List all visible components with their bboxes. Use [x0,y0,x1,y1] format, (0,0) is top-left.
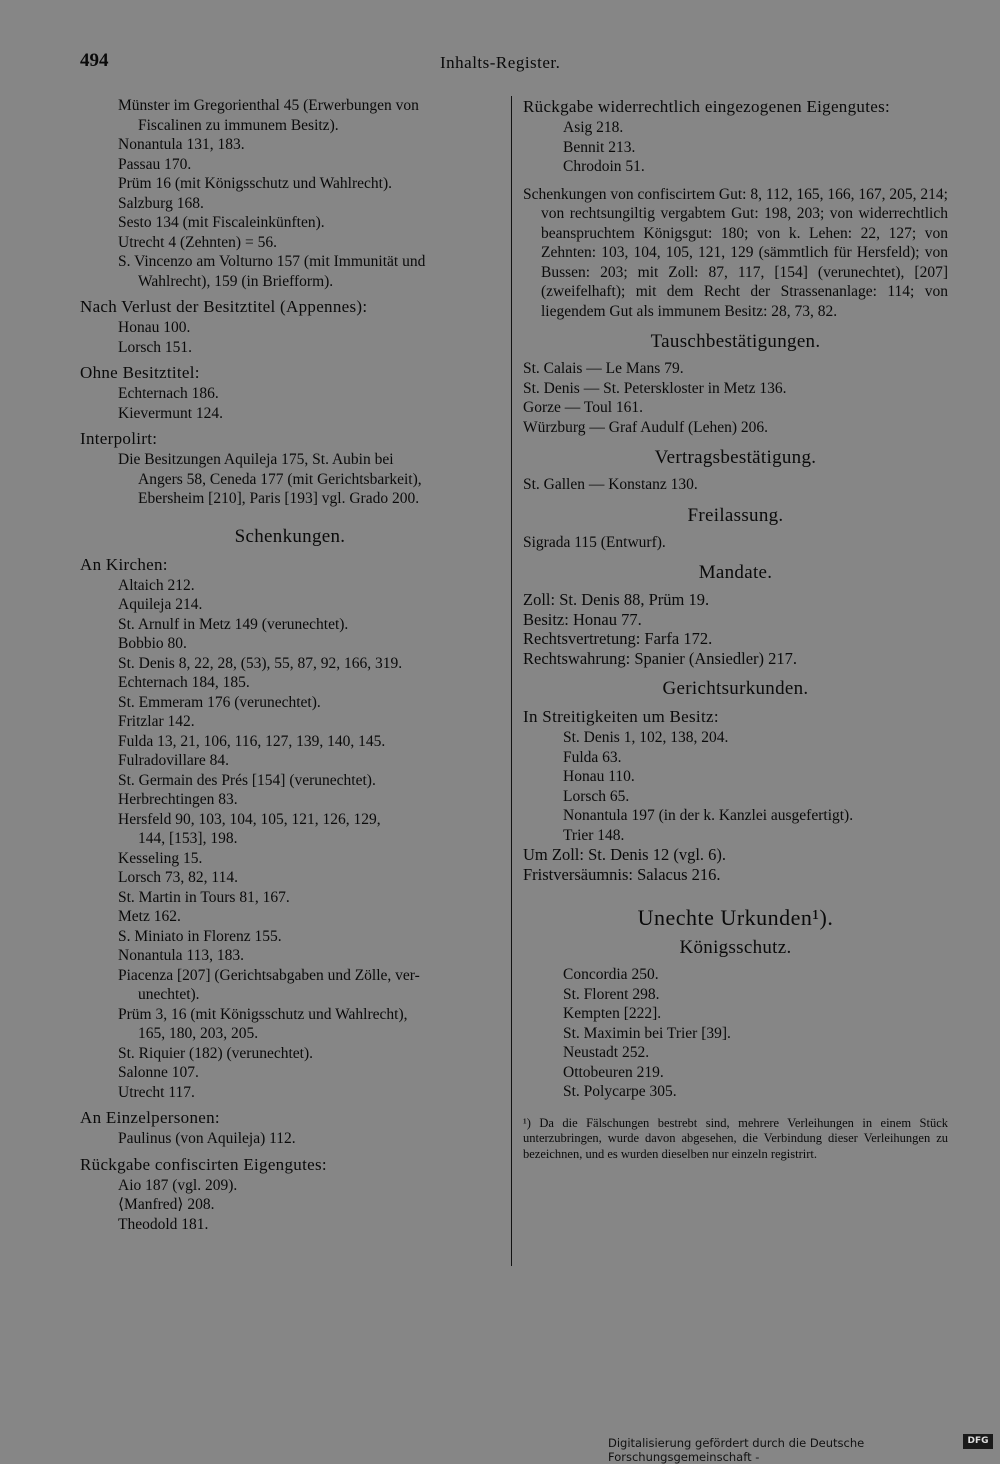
list-item: 144, [153], 198. [138,830,238,847]
list-item: Kesseling 15. [118,849,203,867]
list-item: Concordia 250. [563,966,659,983]
list-item: Fulda 63. [563,748,622,766]
list-item: Ebersheim [210], Paris [193] vgl. Grado 200. [138,490,420,507]
list-item: Salzburg 168. [118,194,204,212]
category-heading: Nach Verlust der Besitztitel (Appennes): [80,297,368,316]
list-item: Um Zoll: St. Denis 12 (vgl. 6). [523,845,727,864]
list-item: Piacenza [207] (Gerichtsabgaben und Zölle, ver- [118,966,420,984]
list-item: Wahlrecht), 159 (in Briefform). [138,272,334,290]
list-item: Honau 110. [563,768,635,785]
list-item: Rechtsvertretung: Farfa 172. [523,629,713,648]
list-item: Chrodoin 51. [563,158,645,175]
list-item: Theodold 181. [118,1215,209,1233]
list-item: Echternach 186. [118,385,219,402]
list-item: Honau 100. [118,319,191,336]
list-item: Bennit 213. [563,138,636,156]
list-item: Lorsch 65. [563,787,630,805]
list-item: Aquileja 214. [118,596,203,613]
list-item: Zoll: St. Denis 88, Prüm 19. [523,590,710,609]
major-section-title: Unechte Urkunden¹). [637,905,834,930]
footnote: ¹) Da die Fälschungen bestrebt sind, mehrere Verleihungen in einem Stück unterzubringen, wurde davon abgesehen, die Verbindung dieser Verleihungen zu bezeichnen, und es wurden dieselben nur einzeln registrirt. [523,1115,948,1161]
section-title: Tauschbestätigungen. [650,331,821,352]
list-item: Fiscalinen zu immunem Besitz). [138,116,339,134]
page-number: 494 [80,50,109,71]
category-heading: Rückgabe widerrechtlich eingezogenen Eigengutes: [523,97,891,116]
list-item: St. Riquier (182) (verunechtet). [118,1044,313,1062]
list-item: Utrecht 4 (Zehnten) = 56. [118,233,277,251]
schenkungen-paragraph: Schenkungen von confiscirtem Gut: 8, 112, 165, 166, 167, 205, 214; von rechtsungiltig vergabtem Gut: 198, 203; von widerrechtlich beanspruchtem Königsgut: 180; von k. Lehen: 22, 127; von Zehnten: 103, 104, 105, 121, 129 (sämmtlich für Hersfeld); von Bussen: 203; mit Zoll: 87, 117, [154] (verunechtet), [207] (zweifelhaft); mit dem Recht der Strassenanlage: 114; von liegendem Gut als immunem Besitz: 28, 73, 82. [523,185,948,320]
list-item: Passau 170. [118,155,192,173]
list-item: ⟨Manfred⟩ 208. [118,1196,215,1213]
category-heading: Ohne Besitztitel: [80,363,200,382]
list-item: Angers 58, Ceneda 177 (mit Gerichtsbarkeit), [138,470,422,488]
list-item: Kievermunt 124. [118,404,224,422]
list-item: Ottobeuren 219. [563,1063,664,1081]
list-item: Kempten [222]. [563,1005,662,1022]
entry-list-top [80,96,500,291]
category-heading: An Einzelpersonen: [80,1108,220,1127]
list-item: Fristversäumnis: Salacus 216. [523,864,721,884]
category-heading: Interpolirt: [80,429,158,448]
list-item: Sigrada 115 (Entwurf). [523,533,666,551]
list-item: St. Denis — St. Peterskloster in Metz 136. [523,379,787,397]
list-item: Trier 148. [563,826,625,844]
list-item: Die Besitzungen Aquileja 175, St. Aubin bei [118,451,394,468]
category-heading: An Kirchen: [80,554,168,574]
list-item: St. Calais — Le Mans 79. [523,360,684,377]
digitization-credit: Digitalisierung gefördert durch die Deutsche Forschungsgemeinschaft - [608,1436,865,1464]
list-item: Fulda 13, 21, 106, 116, 127, 139, 140, 145. [118,732,386,750]
list-item: Neustadt 252. [563,1044,650,1061]
kirchen-list [80,576,500,1103]
right-column [523,96,948,1162]
list-item: Metz 162. [118,908,181,925]
list-item: Echternach 184, 185. [118,674,250,691]
list-item: St. Denis 1, 102, 138, 204. [563,729,729,746]
section-title: Mandate. [698,562,773,583]
list-item: Rechtswahrung: Spanier (Ansiedler) 217. [523,648,798,668]
section-title: Vertragsbestätigung. [654,447,817,468]
list-item: Sesto 134 (mit Fiscaleinkünften). [118,214,325,231]
list-item: S. Miniato in Florenz 155. [118,927,282,945]
list-item: Prüm 16 (mit Königsschutz und Wahlrecht). [118,175,392,192]
list-item: Prüm 3, 16 (mit Königsschutz und Wahlrecht), [118,1005,408,1023]
list-item: Salonne 107. [118,1064,199,1081]
list-item: Nonantula 131, 183. [118,136,245,153]
list-item: Aio 187 (vgl. 209). [118,1176,238,1194]
list-item: Nonantula 197 (in der k. Kanzlei ausgefertigt). [563,807,854,824]
list-item: St. Polycarpe 305. [563,1083,677,1100]
list-item: S. Vincenzo am Volturno 157 (mit Immunität und [118,253,426,270]
category-heading: Rückgabe confiscirten Eigengutes: [80,1154,327,1174]
list-item: Nonantula 113, 183. [118,947,244,964]
list-item: Münster im Gregorienthal 45 (Erwerbungen von [118,97,419,114]
list-item: Würzburg — Graf Audulf (Lehen) 206. [523,418,769,436]
list-item: Asig 218. [563,119,624,136]
dfg-logo: DFG [963,1434,993,1449]
list-item: Utrecht 117. [118,1083,195,1101]
section-title: Freilassung. [687,504,784,526]
list-item: Paulinus (von Aquileja) 112. [118,1130,296,1147]
running-title: Inhalts-Register. [440,53,561,72]
list-item: St. Maximin bei Trier [39]. [563,1024,731,1042]
list-item: St. Emmeram 176 (verunechtet). [118,693,321,711]
list-item: St. Florent 298. [563,985,660,1003]
list-item: Fritzlar 142. [118,713,195,730]
section-title: Schenkungen. [234,525,346,547]
list-item: Bobbio 80. [118,635,187,652]
list-item: St. Germain des Prés [154] (verunechtet). [118,771,376,789]
left-column [80,96,500,1234]
list-item: St. Arnulf in Metz 149 (verunechtet). [118,615,349,633]
section-title: Königsschutz. [679,937,792,958]
list-item: Gorze — Toul 161. [523,399,644,416]
column-divider [511,96,512,1266]
list-item: Herbrechtingen 83. [118,791,238,808]
list-item: Lorsch 73, 82, 114. [118,869,238,886]
category-heading: In Streitigkeiten um Besitz: [523,707,719,726]
list-item: unechtet). [138,986,200,1003]
list-item: Fulradovillare 84. [118,752,230,769]
list-item: St. Denis 8, 22, 28, (53), 55, 87, 92, 166, 319. [118,654,403,672]
list-item: Besitz: Honau 77. [523,609,642,629]
list-item: Lorsch 151. [118,338,193,356]
list-item: 165, 180, 203, 205. [138,1025,259,1042]
section-title: Gerichtsurkunden. [662,678,809,699]
list-item: Altaich 212. [118,576,195,594]
list-item: St. Gallen — Konstanz 130. [523,476,698,493]
list-item: St. Martin in Tours 81, 167. [118,888,290,906]
list-item: Hersfeld 90, 103, 104, 105, 121, 126, 129, [118,810,381,828]
